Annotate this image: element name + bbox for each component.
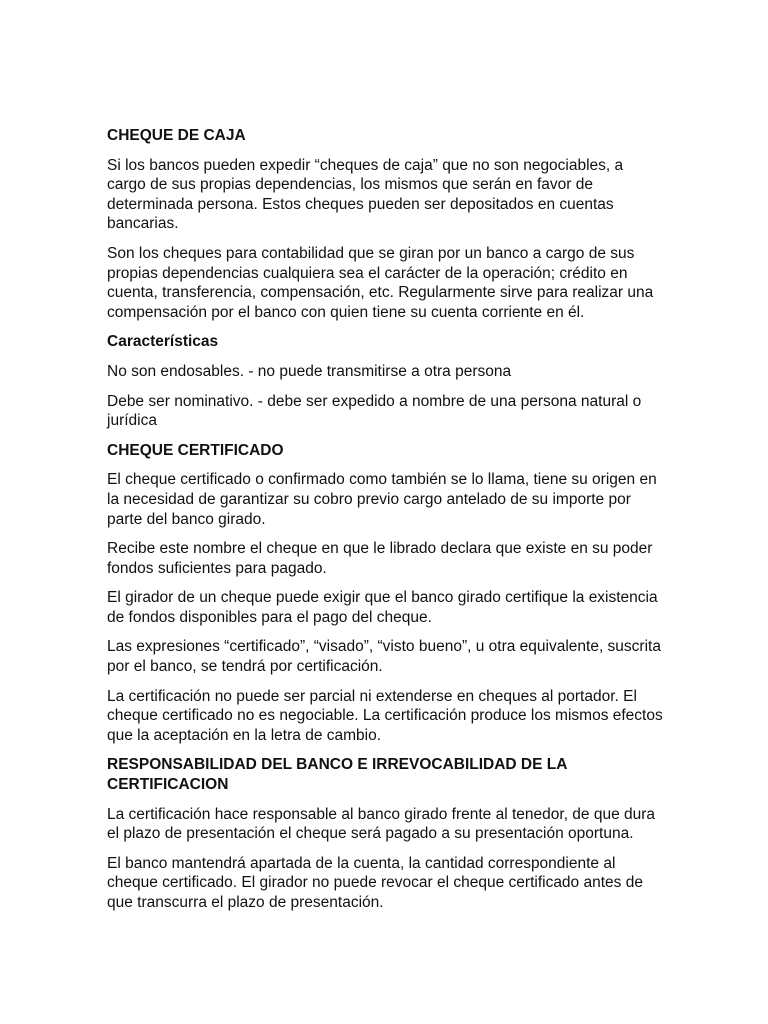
paragraph-caracteristica-2: Debe ser nominativo. - debe ser expedido a nombre de una persona natural o jurídica <box>107 392 642 430</box>
paragraph-cheque-caja-2: Son los cheques para contabilidad que se giran por un banco a cargo de sus propias dependencias cualquiera sea el carácter de la operación; crédito en cuenta, transferencia, compensación, etc. Regularmente sirve para realizar una compensación por el banco con quien tiene su cuenta corriente en él. <box>107 244 654 321</box>
paragraph-certificado-3: El girador de un cheque puede exigir que el banco girado certifique la existencia de fondos disponibles para el pago del cheque. <box>107 589 658 626</box>
paragraph-certificado-5: La certificación no puede ser parcial ni extenderse en cheques al portador. El cheque certificado no es negociable. La certificación produce los mismos efectos que la aceptación en la letra de cambio. <box>107 687 663 744</box>
heading-responsabilidad: RESPONSABILIDAD DEL BANCO E IRREVOCABILIDAD DE LA CERTIFICACION <box>107 756 567 794</box>
paragraph-cheque-caja-1: Si los bancos pueden expedir “cheques de caja” que no son negociables, a cargo de sus propias dependencias, los mismos que serán en favor de determinada persona. Estos cheques pueden ser depositados en cuentas bancarias. <box>107 156 624 233</box>
paragraph-caracteristica-1: No son endosables. - no puede transmitirse a otra persona <box>107 362 512 380</box>
heading-cheque-certificado: CHEQUE CERTIFICADO <box>107 441 284 459</box>
heading-cheque-de-caja: CHEQUE DE CAJA <box>107 127 246 144</box>
paragraph-certificado-2: Recibe este nombre el cheque en que le librado declara que existe en su poder fondos suficientes para pagado. <box>107 540 653 577</box>
paragraph-certificado-4: Las expresiones “certificado”, “visado”, “visto bueno”, u otra equivalente, suscrita por el banco, se tendrá por certificación. <box>107 638 661 676</box>
paragraph-responsabilidad-2: El banco mantendrá apartada de la cuenta, la cantidad correspondiente al cheque certificado. El girador no puede revocar el cheque certificado antes de que transcurra el plazo de presentación. <box>107 854 643 911</box>
heading-caracteristicas: Características <box>107 333 219 351</box>
paragraph-certificado-1: El cheque certificado o confirmado como también se lo llama, tiene su origen en la necesidad de garantizar su cobro previo cargo antelado de su importe por parte del banco girado. <box>107 471 657 528</box>
paragraph-responsabilidad-1: La certificación hace responsable al banco girado frente al tenedor, de que dura el plazo de presentación el cheque será pagado a su presentación oportuna. <box>107 805 656 843</box>
document-page <box>107 126 663 913</box>
